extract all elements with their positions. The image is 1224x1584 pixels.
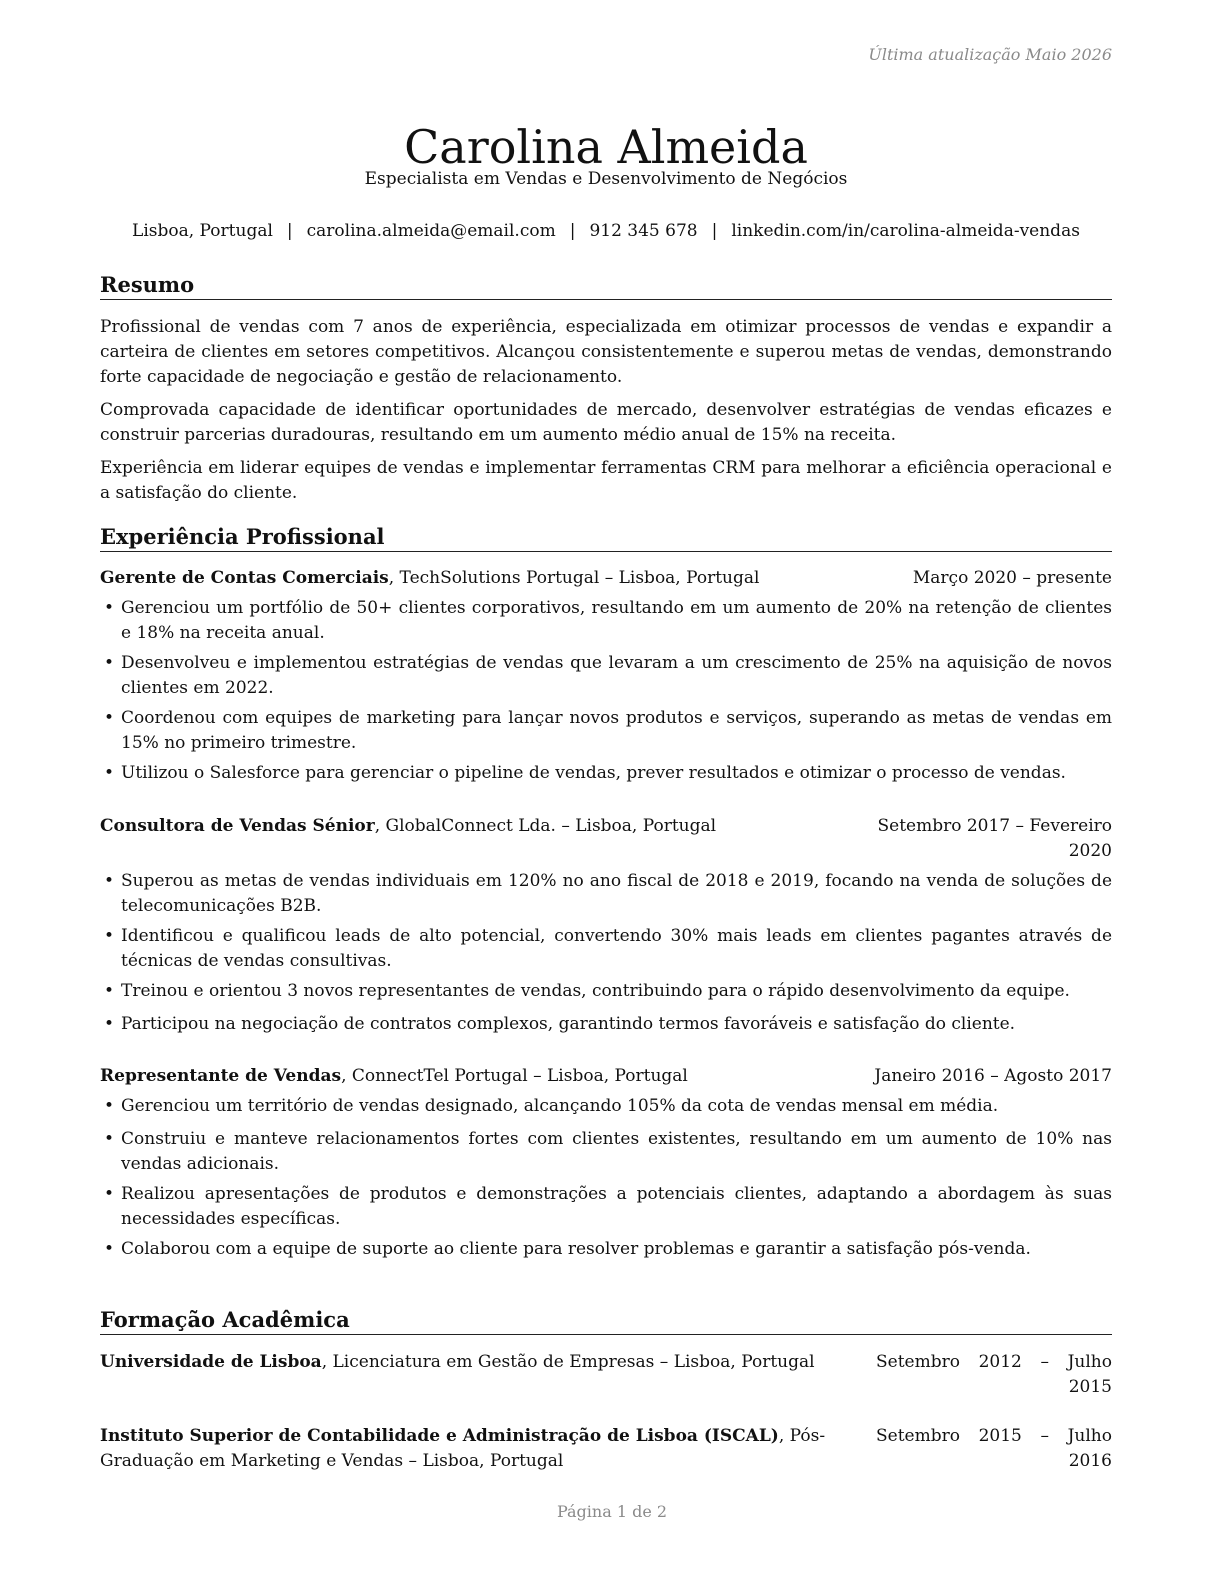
education-school: Universidade de Lisboa xyxy=(100,1352,322,1372)
headline: Especialista em Vendas e Desenvolvimento de Negócios xyxy=(364,169,848,189)
page-number: Página 1 de 2 xyxy=(556,1502,668,1521)
summary-section xyxy=(100,272,1112,506)
job-header xyxy=(100,814,1112,864)
education-date: Setembro 2015 – Julho 2016 xyxy=(876,1426,1112,1471)
contact-separator: | xyxy=(286,221,293,241)
experience-section xyxy=(100,524,1112,552)
job-header xyxy=(100,1064,1112,1089)
contact-phone: 912 345 678 xyxy=(589,221,698,241)
education-date: Setembro 2012 – Julho 2015 xyxy=(876,1352,1112,1397)
job-title-line xyxy=(100,1064,872,1089)
job-date: Setembro 2017 – Fevereiro 2020 xyxy=(877,816,1112,861)
job-role: Gerente de Contas Comerciais xyxy=(100,568,389,588)
contact-location: Lisboa, Portugal xyxy=(132,221,273,241)
list-item: • Identificou e qualificou leads de alto potencial, convertendo 30% mais leads em clientes pagantes através de técnicas de vendas consultivas. xyxy=(104,926,1112,971)
list-item: • Utilizou o Salesforce para gerenciar o pipeline de vendas, prever resultados e otimizar o processo de vendas. xyxy=(104,763,1066,783)
education-section xyxy=(100,1307,1112,1335)
education-entry xyxy=(100,1424,1112,1474)
job-company: , TechSolutions Portugal – Lisboa, Portugal xyxy=(388,568,760,588)
job-title-line xyxy=(100,814,872,839)
job-bullets xyxy=(100,596,1112,786)
job-entry xyxy=(100,1064,1112,1262)
education-entry xyxy=(100,1350,1112,1400)
contact-linkedin[interactable]: linkedin.com/in/carolina-almeida-vendas xyxy=(731,221,1080,241)
last-updated: Última atualização Maio 2026 xyxy=(868,45,1112,64)
education-detail: , Pós-Graduação em Marketing e Vendas – Lisboa, Portugal xyxy=(100,1426,826,1471)
candidate-name: Carolina Almeida xyxy=(404,119,808,174)
job-header xyxy=(100,566,1112,591)
list-item: • Coordenou com equipes de marketing para lançar novos produtos e serviços, superando as metas de vendas em 15% no primeiro trimestre. xyxy=(104,708,1112,753)
job-role: Consultora de Vendas Sénior xyxy=(100,816,375,836)
list-item: • Gerenciou um portfólio de 50+ clientes corporativos, resultando em um aumento de 20% na retenção de clientes e 18% na receita anual. xyxy=(104,598,1112,643)
section-title-education: Formação Acadêmica xyxy=(100,1307,1112,1335)
education-header xyxy=(100,1350,1112,1400)
contact-email[interactable]: carolina.almeida@email.com xyxy=(306,221,556,241)
job-entry xyxy=(100,814,1112,1037)
list-item: • Gerenciou um território de vendas designado, alcançando 105% da cota de vendas mensal em média. xyxy=(104,1096,999,1116)
list-item: • Superou as metas de vendas individuais em 120% no ano fiscal de 2018 e 2019, focando na venda de soluções de telecomunicações B2B. xyxy=(104,871,1112,916)
section-title-summary: Resumo xyxy=(100,272,1112,300)
list-item: • Realizou apresentações de produtos e demonstrações a potenciais clientes, adaptando a abordagem às suas necessidades específicas. xyxy=(104,1184,1112,1229)
job-company: , GlobalConnect Lda. – Lisboa, Portugal xyxy=(374,816,717,836)
contact-separator: | xyxy=(569,221,576,241)
section-title-experience: Experiência Profissional xyxy=(100,524,1112,552)
job-title-line xyxy=(100,566,852,591)
education-header xyxy=(100,1424,1112,1474)
summary-paragraph: Comprovada capacidade de identificar oportunidades de mercado, desenvolver estratégias de vendas eficazes e construir parcerias duradouras, resultando em um aumento médio anual de 15% na receita. xyxy=(100,400,1112,445)
list-item: • Colaborou com a equipe de suporte ao cliente para resolver problemas e garantir a satisfação pós-venda. xyxy=(104,1239,1031,1259)
list-item: • Construiu e manteve relacionamentos fortes com clientes existentes, resultando em um aumento de 10% nas vendas adicionais. xyxy=(104,1129,1112,1174)
list-item: • Desenvolveu e implementou estratégias de vendas que levaram a um crescimento de 25% na aquisição de novos clientes em 2022. xyxy=(104,653,1112,698)
job-entry xyxy=(100,566,1112,786)
education-detail: , Licenciatura em Gestão de Empresas – Lisboa, Portugal xyxy=(321,1352,815,1372)
education-school: Instituto Superior de Contabilidade e Administração de Lisboa (ISCAL) xyxy=(100,1426,779,1446)
job-bullets xyxy=(100,869,1112,1037)
job-company: , ConnectTel Portugal – Lisboa, Portugal xyxy=(341,1066,688,1086)
job-date: Março 2020 – presente xyxy=(912,568,1112,588)
summary-paragraph: Experiência em liderar equipes de vendas e implementar ferramentas CRM para melhorar a eficiência operacional e a satisfação do cliente. xyxy=(100,458,1112,503)
contact-separator: | xyxy=(711,221,718,241)
job-bullets xyxy=(100,1094,1112,1262)
education-title-line xyxy=(100,1350,876,1375)
education-title-line xyxy=(100,1424,876,1474)
list-item: • Treinou e orientou 3 novos representantes de vendas, contribuindo para o rápido desenvolvimento da equipe. xyxy=(104,981,1070,1001)
summary-paragraph: Profissional de vendas com 7 anos de experiência, especializada em otimizar processos de vendas e expandir a carteira de clientes em setores competitivos. Alcançou consistentemente e superou metas de vendas, demonstrando forte capacidade de negociação e gestão de relacionamento. xyxy=(100,317,1112,387)
contact-line xyxy=(100,219,1112,243)
job-date: Janeiro 2016 – Agosto 2017 xyxy=(874,1066,1112,1086)
list-item: • Participou na negociação de contratos complexos, garantindo termos favoráveis e satisfação do cliente. xyxy=(104,1014,1016,1034)
job-role: Representante de Vendas xyxy=(100,1066,342,1086)
